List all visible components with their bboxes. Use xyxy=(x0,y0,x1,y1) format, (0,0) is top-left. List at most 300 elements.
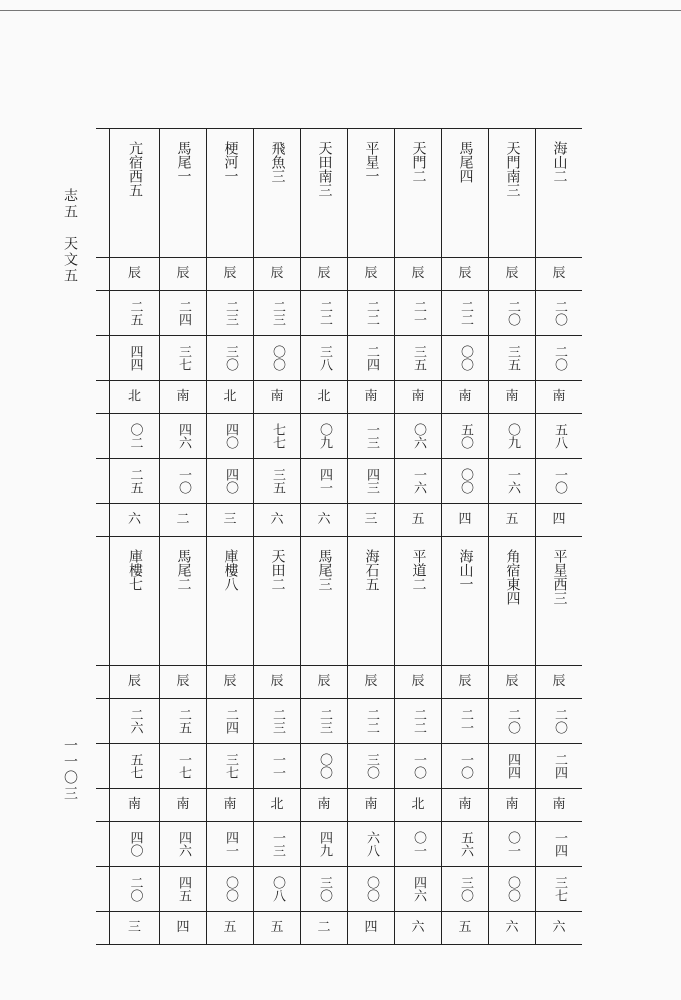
hour-cell xyxy=(253,666,300,698)
latitude-degree-cell-text: 〇九 xyxy=(505,423,520,449)
degree-cell xyxy=(109,699,159,743)
magnitude-cell xyxy=(394,912,441,944)
star-name-cell xyxy=(159,129,206,257)
star-name-cell-text: 飛魚三 xyxy=(269,141,286,183)
latitude-minute-cell-text: 四一 xyxy=(317,468,332,494)
direction-cell xyxy=(347,789,394,821)
degree-cell xyxy=(441,699,488,743)
latitude-minute-cell-text: 一六 xyxy=(411,468,426,494)
upper-row-min xyxy=(96,336,582,381)
direction-cell-text: 南 xyxy=(364,389,378,404)
star-name-cell-text: 天門二 xyxy=(410,141,427,183)
minute-cell xyxy=(206,336,253,380)
star-name-cell xyxy=(300,537,347,665)
magnitude-cell xyxy=(488,912,535,944)
magnitude-cell-text: 五 xyxy=(270,920,284,935)
hour-cell xyxy=(109,666,159,698)
latitude-degree-cell-text: 四六 xyxy=(176,423,191,449)
magnitude-cell-text: 二 xyxy=(176,512,190,527)
magnitude-cell xyxy=(206,504,253,536)
minute-cell xyxy=(300,744,347,788)
degree-cell xyxy=(300,699,347,743)
direction-cell xyxy=(535,381,582,413)
degree-cell xyxy=(109,291,159,335)
minute-cell xyxy=(347,744,394,788)
hour-cell-text: 辰 xyxy=(270,674,284,689)
direction-cell xyxy=(300,381,347,413)
minute-cell xyxy=(535,336,582,380)
page-number: 一一〇三 xyxy=(62,738,78,802)
minute-cell-text: 四四 xyxy=(127,345,143,371)
upper-row-deg xyxy=(96,291,582,336)
minute-cell xyxy=(109,336,159,380)
degree-cell xyxy=(535,699,582,743)
latitude-degree-cell xyxy=(253,414,300,458)
latitude-minute-cell xyxy=(488,867,535,911)
latitude-degree-cell-text: 一四 xyxy=(552,831,567,857)
magnitude-cell-text: 六 xyxy=(505,920,519,935)
direction-cell xyxy=(488,381,535,413)
magnitude-cell-text: 六 xyxy=(127,512,141,527)
hour-cell xyxy=(347,258,394,290)
star-name-cell-text: 庫樓八 xyxy=(222,549,239,591)
hour-cell-text: 辰 xyxy=(552,674,566,689)
upper-row-dir xyxy=(96,381,582,414)
hour-cell-text: 辰 xyxy=(458,266,472,281)
degree-cell xyxy=(394,291,441,335)
hour-cell xyxy=(300,666,347,698)
latitude-minute-cell-text: 〇〇 xyxy=(458,468,473,494)
hour-cell-text: 辰 xyxy=(411,674,425,689)
degree-cell xyxy=(253,699,300,743)
magnitude-cell xyxy=(535,912,582,944)
magnitude-cell-text: 五 xyxy=(505,512,519,527)
upper-row-mag xyxy=(96,504,582,537)
direction-cell-text: 南 xyxy=(127,797,141,812)
minute-cell-text: 一七 xyxy=(176,753,191,779)
degree-cell-text: 二二 xyxy=(458,300,473,326)
minute-cell xyxy=(394,744,441,788)
hour-cell-text: 辰 xyxy=(127,266,141,281)
star-name-cell-text: 海石五 xyxy=(363,549,380,591)
latitude-minute-cell-text: 四五 xyxy=(176,876,191,902)
latitude-minute-cell xyxy=(441,459,488,503)
star-name-cell-text: 馬尾三 xyxy=(316,549,333,591)
latitude-degree-cell-text: 〇六 xyxy=(411,423,426,449)
magnitude-cell xyxy=(300,912,347,944)
latitude-degree-cell xyxy=(347,414,394,458)
latitude-minute-cell-text: 一六 xyxy=(505,468,520,494)
direction-cell xyxy=(394,381,441,413)
direction-cell-text: 南 xyxy=(505,797,519,812)
latitude-minute-cell-text: 四〇 xyxy=(223,468,238,494)
latitude-minute-cell xyxy=(159,867,206,911)
magnitude-cell xyxy=(394,504,441,536)
hour-cell-text: 辰 xyxy=(317,266,331,281)
degree-cell-text: 二六 xyxy=(127,708,143,734)
minute-cell-text: 一一 xyxy=(270,753,285,779)
direction-cell xyxy=(109,789,159,821)
latitude-degree-cell xyxy=(441,414,488,458)
magnitude-cell-text: 四 xyxy=(552,512,566,527)
magnitude-cell-text: 六 xyxy=(270,512,284,527)
degree-cell-text: 二二 xyxy=(317,300,332,326)
direction-cell-text: 南 xyxy=(270,389,284,404)
latitude-minute-cell xyxy=(394,867,441,911)
lower-row-deg xyxy=(96,699,582,744)
latitude-minute-cell xyxy=(394,459,441,503)
latitude-degree-cell xyxy=(206,822,253,866)
latitude-degree-cell xyxy=(488,822,535,866)
hour-cell xyxy=(159,666,206,698)
magnitude-cell xyxy=(109,912,159,944)
latitude-minute-cell xyxy=(535,867,582,911)
lower-row-dir xyxy=(96,789,582,822)
top-rule xyxy=(0,10,681,11)
degree-cell-text: 二五 xyxy=(127,300,143,326)
latitude-minute-cell-text: 〇〇 xyxy=(505,876,520,902)
magnitude-cell xyxy=(253,912,300,944)
star-name-cell xyxy=(488,537,535,665)
minute-cell-text: 三八 xyxy=(317,345,332,371)
hour-cell-text: 辰 xyxy=(127,674,141,689)
latitude-degree-cell-text: 四〇 xyxy=(127,831,143,857)
degree-cell xyxy=(347,291,394,335)
magnitude-cell-text: 五 xyxy=(223,920,237,935)
degree-cell-text: 二四 xyxy=(223,708,238,734)
latitude-degree-cell-text: 〇一 xyxy=(505,831,520,857)
hour-cell xyxy=(441,258,488,290)
minute-cell-text: 三五 xyxy=(411,345,426,371)
star-name-cell xyxy=(109,537,159,665)
hour-cell xyxy=(109,258,159,290)
degree-cell-text: 二三 xyxy=(317,708,332,734)
minute-cell-text: 三〇 xyxy=(364,753,379,779)
direction-cell-text: 北 xyxy=(411,797,425,812)
direction-cell-text: 南 xyxy=(364,797,378,812)
lower-row-lat_deg xyxy=(96,822,582,867)
hour-cell xyxy=(159,258,206,290)
star-name-cell xyxy=(206,129,253,257)
hour-cell xyxy=(488,666,535,698)
degree-cell xyxy=(300,291,347,335)
direction-cell xyxy=(394,789,441,821)
latitude-minute-cell xyxy=(109,459,159,503)
latitude-degree-cell xyxy=(394,414,441,458)
direction-cell xyxy=(441,789,488,821)
star-name-cell xyxy=(488,129,535,257)
latitude-degree-cell xyxy=(206,414,253,458)
star-name-cell xyxy=(441,129,488,257)
hour-cell-text: 辰 xyxy=(223,674,237,689)
hour-cell xyxy=(347,666,394,698)
minute-cell xyxy=(441,744,488,788)
latitude-degree-cell-text: 四一 xyxy=(223,831,238,857)
latitude-degree-cell-text: 四六 xyxy=(176,831,191,857)
lower-row-lat_min xyxy=(96,867,582,912)
direction-cell xyxy=(253,789,300,821)
direction-cell xyxy=(109,381,159,413)
star-name-cell xyxy=(347,537,394,665)
minute-cell-text: 二〇 xyxy=(552,345,567,371)
latitude-degree-cell-text: 一三 xyxy=(364,423,379,449)
magnitude-cell xyxy=(488,504,535,536)
minute-cell-text: 〇〇 xyxy=(458,345,473,371)
latitude-minute-cell xyxy=(300,459,347,503)
direction-cell-text: 北 xyxy=(127,389,141,404)
degree-cell xyxy=(488,699,535,743)
star-name-cell xyxy=(109,129,159,257)
hour-cell-text: 辰 xyxy=(223,266,237,281)
minute-cell-text: 〇〇 xyxy=(317,753,332,779)
direction-cell-text: 南 xyxy=(552,389,566,404)
hour-cell xyxy=(441,666,488,698)
hour-cell-text: 辰 xyxy=(411,266,425,281)
magnitude-cell xyxy=(347,912,394,944)
star-name-cell-text: 亢宿西五 xyxy=(127,141,143,197)
latitude-minute-cell xyxy=(300,867,347,911)
direction-cell-text: 北 xyxy=(223,389,237,404)
upper-row-names xyxy=(96,128,582,258)
degree-cell-text: 二三 xyxy=(223,300,238,326)
magnitude-cell-text: 六 xyxy=(317,512,331,527)
latitude-minute-cell-text: 〇〇 xyxy=(364,876,379,902)
direction-cell xyxy=(300,789,347,821)
latitude-degree-cell xyxy=(394,822,441,866)
magnitude-cell xyxy=(109,504,159,536)
star-name-cell xyxy=(253,129,300,257)
direction-cell xyxy=(441,381,488,413)
hour-cell xyxy=(535,666,582,698)
direction-cell xyxy=(206,789,253,821)
latitude-minute-cell xyxy=(253,459,300,503)
hour-cell-text: 辰 xyxy=(270,266,284,281)
minute-cell-text: 〇〇 xyxy=(270,345,285,371)
direction-cell xyxy=(535,789,582,821)
star-name-cell-text: 天田二 xyxy=(269,549,286,591)
hour-cell-text: 辰 xyxy=(317,674,331,689)
latitude-degree-cell xyxy=(535,822,582,866)
magnitude-cell-text: 五 xyxy=(411,512,425,527)
latitude-minute-cell-text: 二〇 xyxy=(127,876,143,902)
direction-cell xyxy=(159,789,206,821)
latitude-degree-cell xyxy=(159,414,206,458)
magnitude-cell-text: 四 xyxy=(176,920,190,935)
minute-cell xyxy=(488,744,535,788)
degree-cell-text: 二四 xyxy=(176,300,191,326)
minute-cell-text: 二四 xyxy=(552,753,567,779)
star-name-cell xyxy=(206,537,253,665)
direction-cell-text: 南 xyxy=(223,797,237,812)
star-table xyxy=(96,128,582,945)
direction-cell xyxy=(206,381,253,413)
hour-cell-text: 辰 xyxy=(505,266,519,281)
hour-cell xyxy=(394,666,441,698)
hour-cell-text: 辰 xyxy=(364,674,378,689)
minute-cell xyxy=(441,336,488,380)
magnitude-cell xyxy=(441,912,488,944)
latitude-degree-cell xyxy=(109,822,159,866)
latitude-minute-cell xyxy=(347,867,394,911)
star-name-cell xyxy=(253,537,300,665)
latitude-minute-cell-text: 三七 xyxy=(552,876,567,902)
magnitude-cell-text: 三 xyxy=(364,512,378,527)
star-name-cell xyxy=(347,129,394,257)
latitude-degree-cell xyxy=(347,822,394,866)
direction-cell xyxy=(159,381,206,413)
latitude-degree-cell xyxy=(441,822,488,866)
magnitude-cell-text: 六 xyxy=(552,920,566,935)
latitude-degree-cell xyxy=(535,414,582,458)
latitude-minute-cell-text: 三五 xyxy=(270,468,285,494)
minute-cell-text: 三七 xyxy=(223,753,238,779)
star-name-cell-text: 平星一 xyxy=(363,141,380,183)
latitude-degree-cell-text: 五〇 xyxy=(458,423,473,449)
hour-cell-text: 辰 xyxy=(458,674,472,689)
star-name-cell xyxy=(535,129,582,257)
direction-cell-text: 南 xyxy=(552,797,566,812)
latitude-degree-cell-text: 〇九 xyxy=(317,423,332,449)
magnitude-cell xyxy=(159,912,206,944)
latitude-minute-cell-text: 一〇 xyxy=(552,468,567,494)
minute-cell-text: 四四 xyxy=(505,753,520,779)
direction-cell xyxy=(347,381,394,413)
star-name-cell-text: 海山二 xyxy=(551,141,568,183)
minute-cell xyxy=(109,744,159,788)
direction-cell-text: 北 xyxy=(270,797,284,812)
latitude-degree-cell-text: 五六 xyxy=(458,831,473,857)
magnitude-cell-text: 六 xyxy=(411,920,425,935)
latitude-degree-cell xyxy=(488,414,535,458)
direction-cell xyxy=(253,381,300,413)
latitude-minute-cell xyxy=(535,459,582,503)
latitude-minute-cell xyxy=(488,459,535,503)
latitude-minute-cell-text: 三〇 xyxy=(458,876,473,902)
direction-cell-text: 南 xyxy=(505,389,519,404)
latitude-minute-cell-text: 二五 xyxy=(127,468,143,494)
latitude-minute-cell xyxy=(441,867,488,911)
magnitude-cell-text: 五 xyxy=(458,920,472,935)
direction-cell-text: 南 xyxy=(317,797,331,812)
minute-cell-text: 一〇 xyxy=(458,753,473,779)
degree-cell xyxy=(394,699,441,743)
latitude-degree-cell-text: 七七 xyxy=(270,423,285,449)
latitude-minute-cell xyxy=(347,459,394,503)
latitude-degree-cell xyxy=(109,414,159,458)
magnitude-cell-text: 二 xyxy=(317,920,331,935)
degree-cell-text: 二二 xyxy=(364,300,379,326)
hour-cell xyxy=(206,666,253,698)
star-name-cell-text: 馬尾二 xyxy=(175,549,192,591)
latitude-minute-cell xyxy=(253,867,300,911)
hour-cell xyxy=(206,258,253,290)
direction-cell-text: 南 xyxy=(176,797,190,812)
upper-row-lat_deg xyxy=(96,414,582,459)
degree-cell-text: 二〇 xyxy=(552,708,567,734)
star-name-cell xyxy=(300,129,347,257)
upper-row-hour xyxy=(96,258,582,291)
latitude-degree-cell xyxy=(253,822,300,866)
degree-cell xyxy=(206,699,253,743)
latitude-minute-cell-text: 四六 xyxy=(411,876,426,902)
hour-cell xyxy=(488,258,535,290)
running-head: 志五 天文五 xyxy=(62,188,78,284)
magnitude-cell-text: 三 xyxy=(127,920,141,935)
magnitude-cell-text: 四 xyxy=(458,512,472,527)
hour-cell-text: 辰 xyxy=(505,674,519,689)
star-name-cell-text: 平星西三 xyxy=(551,549,568,605)
lower-row-mag xyxy=(96,912,582,945)
star-name-cell-text: 馬尾四 xyxy=(457,141,474,183)
latitude-degree-cell-text: 四九 xyxy=(317,831,332,857)
latitude-minute-cell xyxy=(109,867,159,911)
star-name-cell-text: 梗河一 xyxy=(222,141,239,183)
hour-cell xyxy=(253,258,300,290)
degree-cell xyxy=(535,291,582,335)
direction-cell-text: 北 xyxy=(317,389,331,404)
magnitude-cell xyxy=(253,504,300,536)
star-name-cell xyxy=(394,537,441,665)
latitude-minute-cell-text: 三〇 xyxy=(317,876,332,902)
hour-cell-text: 辰 xyxy=(176,266,190,281)
minute-cell-text: 三〇 xyxy=(223,345,238,371)
minute-cell-text: 三五 xyxy=(505,345,520,371)
star-name-cell-text: 海山一 xyxy=(457,549,474,591)
star-name-cell-text: 庫樓七 xyxy=(127,549,143,591)
magnitude-cell xyxy=(535,504,582,536)
degree-cell-text: 二三 xyxy=(270,300,285,326)
degree-cell-text: 二二 xyxy=(411,708,426,734)
star-name-cell xyxy=(394,129,441,257)
latitude-minute-cell-text: 一〇 xyxy=(176,468,191,494)
latitude-minute-cell-text: 〇八 xyxy=(270,876,285,902)
degree-cell xyxy=(441,291,488,335)
minute-cell-text: 三七 xyxy=(176,345,191,371)
star-name-cell-text: 天田南三 xyxy=(316,141,333,197)
direction-cell-text: 南 xyxy=(458,389,472,404)
degree-cell xyxy=(159,699,206,743)
hour-cell-text: 辰 xyxy=(552,266,566,281)
degree-cell xyxy=(159,291,206,335)
magnitude-cell-text: 四 xyxy=(364,920,378,935)
minute-cell xyxy=(253,744,300,788)
star-name-cell-text: 天門南三 xyxy=(504,141,521,197)
hour-cell-text: 辰 xyxy=(364,266,378,281)
degree-cell-text: 二二 xyxy=(364,708,379,734)
minute-cell-text: 二四 xyxy=(364,345,379,371)
degree-cell-text: 二五 xyxy=(176,708,191,734)
minute-cell xyxy=(535,744,582,788)
hour-cell xyxy=(535,258,582,290)
degree-cell xyxy=(253,291,300,335)
latitude-degree-cell xyxy=(300,822,347,866)
degree-cell xyxy=(206,291,253,335)
star-name-cell-text: 馬尾一 xyxy=(175,141,192,183)
latitude-degree-cell-text: 四〇 xyxy=(223,423,238,449)
hour-cell xyxy=(300,258,347,290)
star-name-cell xyxy=(441,537,488,665)
degree-cell-text: 二一 xyxy=(458,708,473,734)
direction-cell xyxy=(488,789,535,821)
latitude-degree-cell-text: 一三 xyxy=(270,831,285,857)
minute-cell-text: 五七 xyxy=(127,753,143,779)
minute-cell xyxy=(394,336,441,380)
direction-cell-text: 南 xyxy=(458,797,472,812)
magnitude-cell xyxy=(300,504,347,536)
minute-cell xyxy=(300,336,347,380)
upper-row-lat_min xyxy=(96,459,582,504)
minute-cell xyxy=(159,744,206,788)
